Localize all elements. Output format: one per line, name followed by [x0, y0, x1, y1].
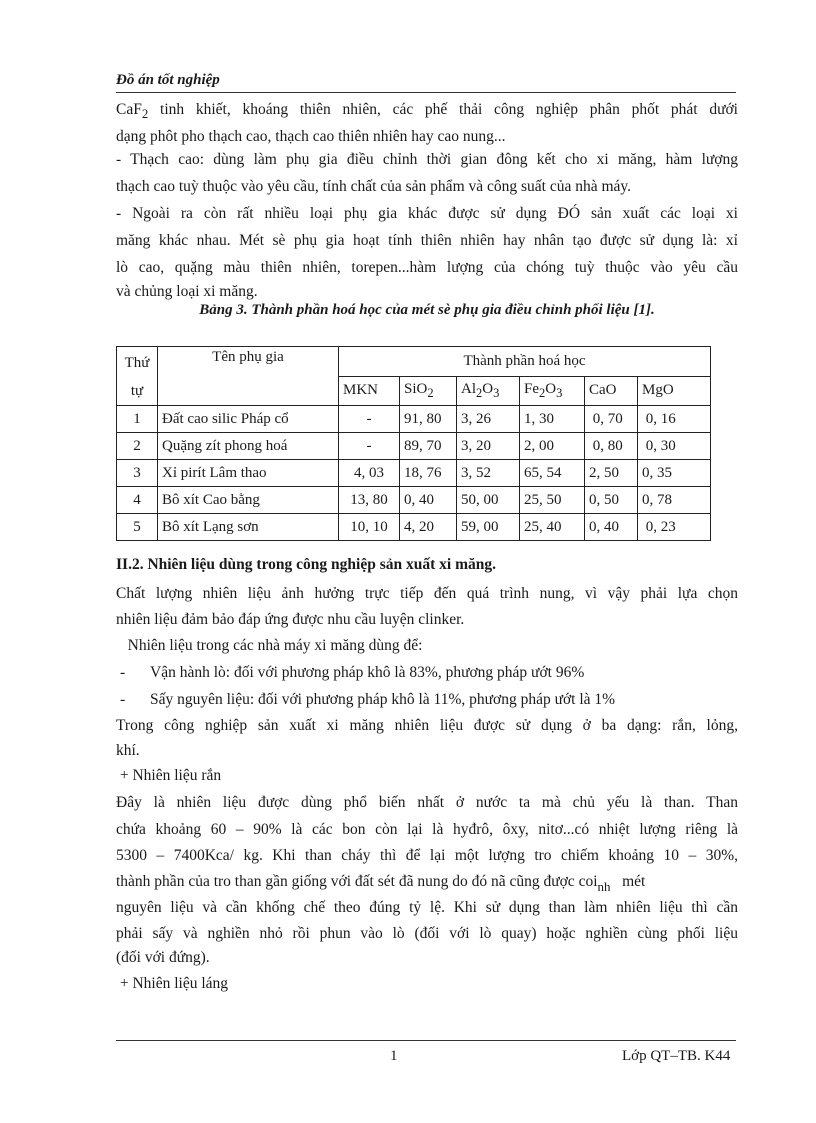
subscript: 3 [493, 385, 500, 400]
paragraph-line: khí. [116, 742, 140, 759]
table-row [117, 487, 711, 514]
bullet-text: Sấy nguyên liệu: đối với phương pháp khô là 11%, phương pháp ướt là 1% [150, 691, 616, 708]
bullet-item [116, 686, 738, 713]
cell-fe2o3: 25, 50 [520, 487, 585, 514]
cell-no: 5 [117, 514, 158, 541]
paragraph-line: Nhiên liệu trong các nhà máy xi măng dùng để: [116, 637, 423, 654]
bullet-mark: - [120, 664, 126, 681]
table-row [117, 514, 711, 541]
paragraph-line: dạng phôt pho thạch cao, thạch cao thiên nhiên hay cao nung... [116, 128, 506, 145]
paragraph-line: lò cao, quặng màu thiên nhiên, torepen...hàm lượng của chóng tuỳ thuộc vào yêu cầu [116, 259, 738, 276]
cell-sio2: 0, 40 [400, 487, 457, 514]
header-cell-mgo: MgO [638, 376, 711, 406]
footer-class: Lớp QT–TB. K44 [622, 1048, 731, 1064]
paragraph-line: thạch cao tuỳ thuộc vào yêu cầu, tính chất của sản phẩm và công suất của nhà máy. [116, 178, 632, 195]
cell-no: 1 [117, 406, 158, 433]
cell-mgo: 0, 30 [638, 433, 711, 460]
header-title: Đồ án tốt nghiệp [116, 72, 736, 93]
cell-name: Bô xít Cao bằng [158, 487, 339, 514]
subsection-title: + Nhiên liệu rắn [116, 767, 222, 784]
additive-composition-table [116, 346, 711, 541]
cell-mkn: 13, 80 [339, 487, 400, 514]
text: Thứ [124, 355, 150, 371]
subscript: 2 [141, 106, 149, 122]
text: thành phần của tro than gần giống với đất sét đã nung do đó nã cũng được coi [116, 873, 598, 890]
cell-cao: 2, 50 [585, 460, 638, 487]
cell-name: Quặng zít phong hoá [158, 433, 339, 460]
cell-sio2: 89, 70 [400, 433, 457, 460]
cell-mgo: 0, 78 [638, 487, 711, 514]
cell-mkn: 10, 10 [339, 514, 400, 541]
table-row [117, 460, 711, 487]
cell-cao: 0, 70 [585, 406, 638, 433]
cell-mgo: 0, 35 [638, 460, 711, 487]
table-header-row [117, 347, 711, 377]
paragraph-line: nguyên liệu và cần khống chế theo đúng tỷ lệ. Khi sử dụng than làm nhiên liệu thì cần [116, 899, 738, 916]
paragraph-line: phải sấy và nghiền nhỏ rồi phun vào lò (đối với lò quay) hoặc nghiền cùng phối liệu [116, 925, 738, 942]
table-row [117, 433, 711, 460]
section-heading: II.2. Nhiên liệu dùng trong công nghiệp sản xuất xi măng. [116, 556, 496, 573]
paragraph-line: (đối với đứng). [116, 949, 210, 966]
cell-fe2o3: 65, 54 [520, 460, 585, 487]
subscript: 3 [556, 385, 563, 400]
paragraph-line: và chủng loại xi măng. [116, 283, 258, 300]
cell-sio2: 4, 20 [400, 514, 457, 541]
text: mét [610, 873, 646, 890]
bullet-item [116, 659, 738, 686]
cell-mgo: 0, 23 [638, 514, 711, 541]
paragraph-line [116, 868, 738, 895]
cell-no: 3 [117, 460, 158, 487]
paragraph-line: 5300 – 7400Kca/ kg. Khi than cháy thì để lại một lượng tro chiếm khoảng 10 – 30%, [116, 847, 738, 864]
text: SiO [404, 380, 428, 397]
cell-mgo: 0, 16 [638, 406, 711, 433]
cell-al2o3: 3, 26 [457, 406, 520, 433]
paragraph-line: nhiên liệu đảm bảo đáp ứng được nhu cầu luyện clinker. [116, 611, 465, 628]
cell-no: 2 [117, 433, 158, 460]
cell-al2o3: 59, 00 [457, 514, 520, 541]
cell-sio2: 18, 76 [400, 460, 457, 487]
cell-cao: 0, 50 [585, 487, 638, 514]
cell-mkn: - [339, 433, 400, 460]
subscript-text: nh [597, 879, 611, 894]
header-cell-group: Thành phần hoá học [339, 347, 711, 377]
cell-name: Đất cao silic Pháp cổ [158, 406, 339, 433]
paragraph-line: - Ngoài ra còn rất nhiều loại phụ gia khác được sử dụng ĐÓ sản xuất các loại xi [116, 205, 738, 222]
paragraph-line: Trong công nghiệp sản xuất xi măng nhiên liệu được sử dụng ở ba dạng: rắn, lỏng, [116, 717, 738, 734]
subsection-title: + Nhiên liệu láng [116, 975, 229, 992]
cell-name: Bô xít Lạng sơn [158, 514, 339, 541]
bullet-mark: - [120, 691, 126, 708]
paragraph-line: chứa khoảng 60 – 90% là các bon còn lại là hyđrô, ôxy, nitơ...có nhiệt lượng riêng là [116, 821, 738, 838]
cell-mkn: - [339, 406, 400, 433]
text: Al [461, 380, 476, 397]
text: O [545, 380, 557, 397]
cell-name: Xỉ pirít Lâm thao [158, 460, 339, 487]
paragraph-line: Đây là nhiên liệu được dùng phổ biến nhất ở nước ta mà chủ yếu là than. Than [116, 794, 738, 811]
header-cell-sio2 [400, 376, 457, 406]
table-row [117, 406, 711, 433]
cell-al2o3: 3, 20 [457, 433, 520, 460]
cell-al2o3: 3, 52 [457, 460, 520, 487]
header-cell-stt [117, 347, 158, 406]
header-cell-mkn: MKN [339, 376, 400, 406]
cell-fe2o3: 25, 40 [520, 514, 585, 541]
cell-sio2: 91, 80 [400, 406, 457, 433]
footer-divider [116, 1040, 736, 1041]
cell-cao: 0, 80 [585, 433, 638, 460]
header-cell-name: Tên phụ gia [158, 347, 339, 406]
cell-no: 4 [117, 487, 158, 514]
cell-mkn: 4, 03 [339, 460, 400, 487]
table-caption: Bảng 3. Thành phần hoá học của mét sè phụ gia điều chỉnh phối liệu [1]. [199, 302, 655, 318]
header-cell-fe2o3 [520, 376, 585, 406]
cell-fe2o3: 2, 00 [520, 433, 585, 460]
cell-fe2o3: 1, 30 [520, 406, 585, 433]
subscript: 2 [427, 385, 434, 400]
cell-cao: 0, 40 [585, 514, 638, 541]
text: CaF [116, 101, 142, 118]
bullet-text: Vận hành lò: đối với phương pháp khô là 83%, phương pháp ướt 96% [150, 664, 585, 681]
text: O [482, 380, 494, 397]
paragraph-line: - Thạch cao: dùng làm phụ gia điều chỉnh thời gian đông kết cho xi măng, hàm lượng [116, 151, 738, 168]
text: Fe [524, 380, 539, 397]
paragraph-line: Chất lượng nhiên liệu ảnh hưởng trực tiếp đến quá trình nung, vì vậy phải lựa chọn [116, 585, 738, 602]
cell-al2o3: 50, 00 [457, 487, 520, 514]
header-cell-cao: CaO [585, 376, 638, 406]
header-cell-al2o3 [457, 376, 520, 406]
paragraph-line: măng khác nhau. Mét sè phụ gia hoạt tính thiên nhiên hay nhân tạo được sử dụng là: xỉ [116, 232, 738, 249]
subscript: 2 [539, 385, 546, 400]
subscript: 2 [476, 385, 483, 400]
page-number: 1 [390, 1048, 398, 1064]
text: tự [130, 383, 144, 399]
text: tinh khiết, khoáng thiên nhiên, các phế thải công nghiệp phân phốt phát dưới [148, 101, 738, 118]
